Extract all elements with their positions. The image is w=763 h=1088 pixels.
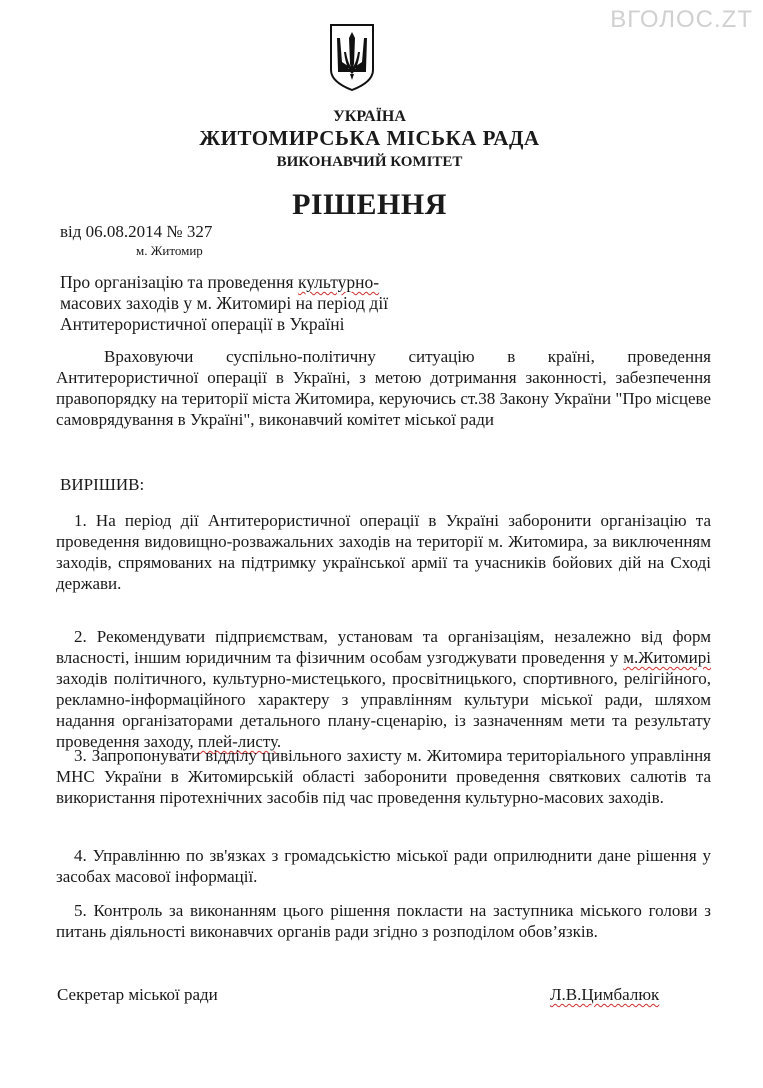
city: м. Житомир — [136, 243, 203, 258]
committee-heading: ВИКОНАВЧИЙ КОМІТЕТ — [276, 154, 463, 170]
item-2-text-e: . — [276, 732, 282, 751]
council-heading: ЖИТОМИРСЬКА МІСЬКА РАДА — [199, 126, 540, 150]
item-2-flagged-playlist: плей-листу — [197, 732, 277, 751]
signatory-name: Л.В.Цимбалюк — [550, 985, 660, 1004]
decision-item-1: 1. На період дії Антитерористичної операції в Україні заборонити організацію та проведення видовищно-розважальних заходів на території м. Житомира, за виключенням заходів, спрямованих на підтримку української армії та учасників бойових дій на Сході держави. — [56, 511, 711, 593]
trident-coat-of-arms-icon — [328, 22, 376, 92]
decision-item-5: 5. Контроль за виконанням цього рішення покласти на заступника міського голови з питань діяльності виконавчих органів ради згідно з розподілом обов’язків. — [56, 901, 711, 941]
subject-line-1-flagged: культурно- — [297, 272, 380, 292]
subject-line-2: масових заходів у м. Житомирі на період дії — [60, 293, 389, 313]
site-watermark — [610, 6, 753, 34]
decision-item-2 — [56, 626, 711, 752]
signatory-position: Секретар міської ради — [57, 985, 218, 1004]
item-2-flagged-city: м.Житомирі — [623, 648, 711, 667]
subject-line-3: Антитерористичної операції в Україні — [60, 314, 345, 334]
decision-item-4: 4. Управлінню по зв'язках з громадськістю міської ради оприлюднити дане рішення у засобах масової інформації. — [56, 846, 711, 886]
resolved-heading: ВИРІШИВ: — [60, 475, 145, 494]
decision-item-3: 3. Запропонувати відділу цивільного захисту м. Житомира територіального управління МНС України в Житомирській області заборонити проведення святкових салютів та використання піротехнічних засобів під час проведення культурно-масових заходів. — [56, 746, 711, 807]
item-2-text-a: 2. Рекомендувати підприємствам, установам та організаціям, незалежно від форм власності, іншим юридичним та фізичним особам узгоджувати проведення у — [56, 627, 711, 667]
document-subject — [60, 272, 440, 335]
country-heading: УКРАЇНА — [333, 108, 406, 125]
date-number: від 06.08.2014 № 327 — [60, 222, 213, 241]
subject-line-1: Про організацію та проведення — [60, 272, 298, 292]
document-title: РІШЕННЯ — [292, 188, 447, 221]
preamble-paragraph: Враховуючи суспільно-політичну ситуацію в країні, проведення Антитерористичної операції в Україні, з метою дотримання законності, забезпечення правопорядку на території міста Житомира, керуючись ст.38 Закону України "Про місцеве самоврядування в Україні", виконавчий комітет міської ради — [56, 347, 711, 429]
item-2-text-c: заходів політичного, культурно-мистецького, просвітницького, спортивного, релігійного, рекламно-інформаційного характеру з управлінням культури міської ради, шляхом надання організаторами детального плану-сценарію, із зазначенням мети та результату проведення заходу, — [56, 669, 711, 751]
watermark-text: ВГОЛОС.ZT — [610, 6, 753, 33]
